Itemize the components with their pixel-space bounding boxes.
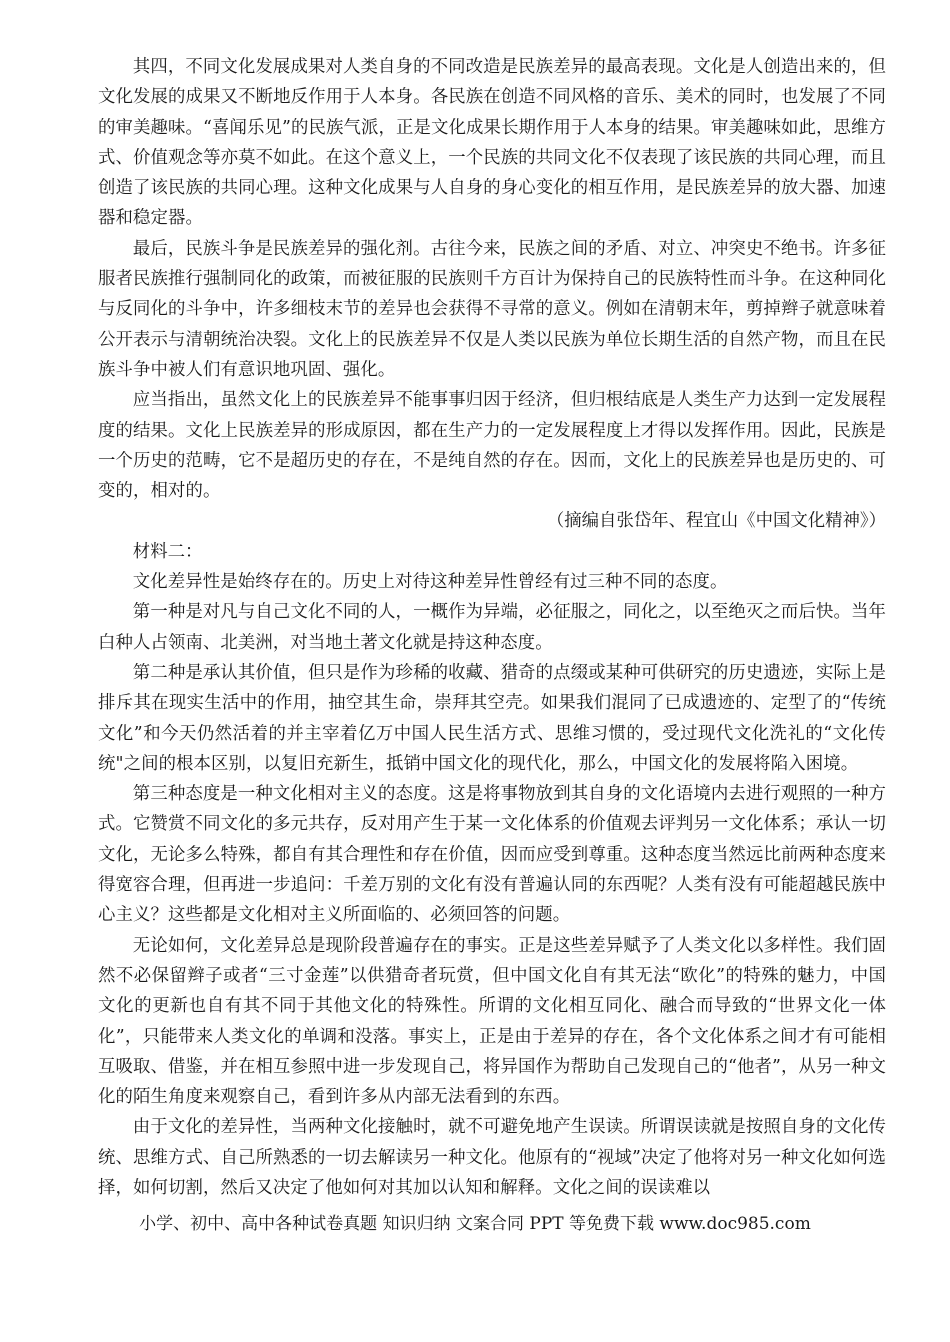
paragraph-third-attitude: 第三种态度是一种文化相对主义的态度。这是将事物放到其自身的文化语境内去进行观照的一种方式。它赞赏不同文化的多元共存，反对用产生于某一文化体系的价值观去评判另一文化体系；承认一切文化，无论多么特殊，都自有其合理性和存在价值，因而应受到尊重。这种态度当然远比前两种态度来得宽容合理，但再进一步追问：千差万别的文化有没有普遍认同的东西呢？人类有没有可能超越民族中心主义？这些都是文化相对主义所面临的、必须回答的问题。: [98, 784, 886, 926]
paragraph-misreading: 由于文化的差异性，当两种文化接触时，就不可避免地产生误读。所谓误读就是按照自身的文化传统、思维方式、自己所熟悉的一切去解读另一种文化。他原有的“视域”决定了他将对另一种文化如何选择，如何切割，然后又决定了他如何对其加以认知和解释。文化之间的误读难以: [98, 1117, 886, 1198]
paragraph-fourth-point: 其四，不同文化发展成果对人类自身的不同改造是民族差异的最高表现。文化是人创造出来的，但文化发展的成果又不断地反作用于人本身。各民族在创造不同风格的音乐、美术的同时，也发展了不同的审美趣味。“喜闻乐见”的民族气派，正是文化成果长期作用于人本身的结果。审美趣味如此，思维方式、价值观念等亦莫不如此。在这个意义上，一个民族的共同文化不仅表现了该民族的共同心理，而且创造了该民族的共同心理。这种文化成果与人自身的身心变化的相互作用，是民族差异的放大器、加速器和稳定器。: [98, 57, 886, 229]
paragraph-finally: 最后，民族斗争是民族差异的强化剂。古往今来，民族之间的矛盾、对立、冲突史不绝书。许多征服者民族推行强制同化的政策，而被征服的民族则千方百计为保持自己的民族特性而斗争。在这种同化与反同化的斗争中，许多细枝末节的差异也会获得不寻常的意义。例如在清朝末年，剪掉辫子就意味着公开表示与清朝统治决裂。文化上的民族差异不仅是人类以民族为单位长期生活的自然产物，而且在民族斗争中被人们有意识地巩固、强化。: [98, 238, 886, 380]
paragraph-first-attitude: 第一种是对凡与自己文化不同的人，一概作为异端，必征服之，同化之，以至绝灭之而后快。当年白种人占领南、北美洲，对当地土著文化就是持这种态度。: [98, 602, 886, 653]
document-body: [98, 52, 886, 1203]
material-two-label: 材料二：: [132, 541, 203, 562]
page-footer: 小学、初中、高中各种试卷真题 知识归纳 文案合同 PPT 等免费下载 www.doc985.com: [139, 1214, 811, 1234]
source-citation: （摘编自张岱年、程宜山《中国文化精神》）: [546, 511, 886, 532]
paragraph-second-attitude: 第二种是承认其价值，但只是作为珍稀的收藏、猎奇的点缀或某种可供研究的历史遗迹，实际上是排斥其在现实生活中的作用，抽空其生命，崇拜其空壳。如果我们混同了已成遗迹的、定型了的“传统文化”和今天仍然活着的并主宰着亿万中国人民生活方式、思维习惯的，受过现代文化洗礼的“文化传统"之间的根本区别，以复旧充新生，抵销中国文化的现代化，那么，中国文化的发展将陷入困境。: [98, 662, 886, 774]
paragraph-intro: 文化差异性是始终存在的。历史上对待这种差异性曾经有过三种不同的态度。: [132, 572, 728, 593]
paragraph-conclusion: 应当指出，虽然文化上的民族差异不能事事归因于经济，但归根结底是人类生产力达到一定发展程度的结果。文化上民族差异的形成原因，都在生产力的一定发展程度上才得以发挥作用。因此，民族是一个历史的范畴，它不是超历史的存在，不是纯自然的存在。因而，文化上的民族差异也是历史的、可变的，相对的。: [98, 390, 886, 502]
paragraph-diversity: 无论如何，文化差异总是现阶段普遍存在的事实。正是这些差异赋予了人类文化以多样性。我们固然不必保留辫子或者“三寸金莲”以供猎奇者玩赏，但中国文化自有其无法“欧化”的特殊的魅力，中国文化的更新也自有其不同于其他文化的特殊性。所谓的文化相互同化、融合而导致的“世界文化一体化”，只能带来人类文化的单调和没落。事实上，正是由于差异的存在，各个文化体系之间才有可能相互吸取、借鉴，并在相互参照中进一步发现自己，将异国作为帮助自己发现自己的“他者”，从另一种文化的陌生角度来观察自己，看到许多从内部无法看到的东西。: [98, 935, 886, 1108]
